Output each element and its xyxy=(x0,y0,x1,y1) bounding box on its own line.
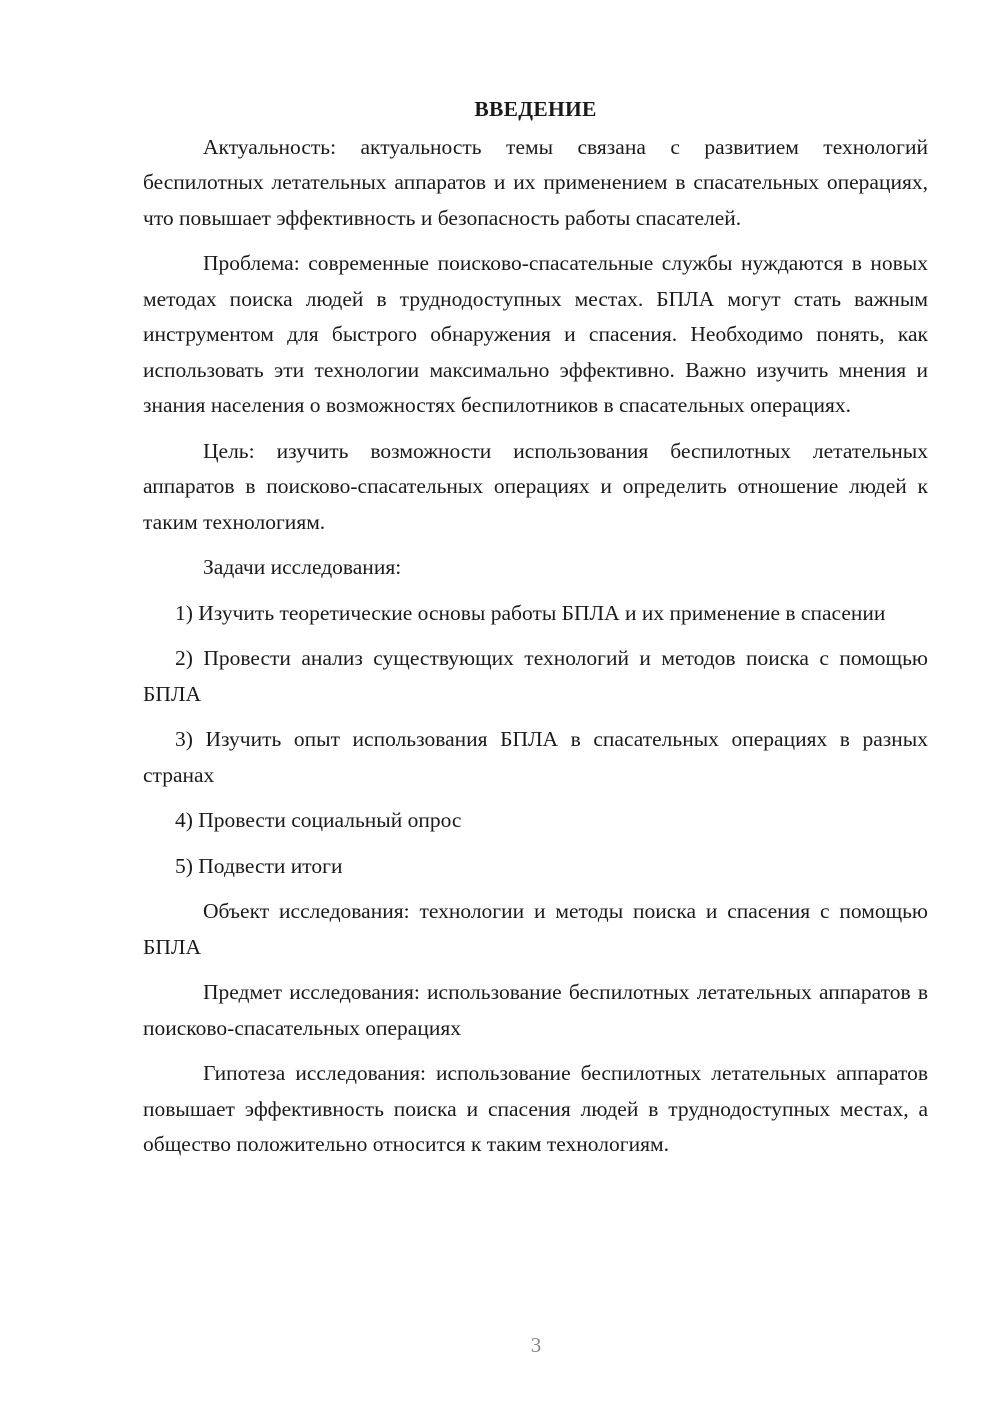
task-item: 4) Провести социальный опрос xyxy=(175,808,462,832)
paragraph-subject: Предмет исследования: использование беспилотных летательных аппаратов в поисково-спасательных операциях xyxy=(143,980,928,1040)
task-item: 1) Изучить теоретические основы работы БПЛА и их применение в спасении xyxy=(175,600,886,625)
paragraph-hypothesis: Гипотеза исследования: использование беспилотных летательных аппаратов повышает эффективность поиска и спасения людей в труднодоступных местах, а общество положительно относится к таким технологиям. xyxy=(143,1061,928,1156)
tasks-label: Задачи исследования: xyxy=(203,555,402,579)
paragraph-problem: Проблема: современные поисково-спасательные службы нуждаются в новых методах поиска людей в труднодоступных местах. БПЛА могут стать важным инструментом для быстрого обнаружения и спасения. Необходимо понять, как использовать эти технологии максимально эффективно. Важно изучить мнения и знания населения о возможностях беспилотников в спасательных операциях. xyxy=(143,251,928,417)
section-title: ВВЕДЕНИЕ xyxy=(474,97,597,121)
page-number: 3 xyxy=(530,1333,542,1357)
paragraph-goal: Цель: изучить возможности использования беспилотных летательных аппаратов в поисково-спасательных операциях и определить отношение людей к таким технологиям. xyxy=(143,438,928,534)
task-item: 2) Провести анализ существующих технологий и методов поиска с помощью БПЛА xyxy=(143,646,928,706)
page-content xyxy=(143,92,928,1173)
paragraph-relevance: Актуальность: актуальность темы связана с развитием технологий беспилотных летательных аппаратов и их применением в спасательных операциях, что повышает эффективность и безопасность работы спасателей. xyxy=(143,134,928,230)
paragraph-object: Объект исследования: технологии и методы поиска и спасения с помощью БПЛА xyxy=(143,899,928,959)
task-item: 5) Подвести итоги xyxy=(175,853,343,878)
task-item: 3) Изучить опыт использования БПЛА в спасательных операциях в разных странах xyxy=(143,727,928,787)
